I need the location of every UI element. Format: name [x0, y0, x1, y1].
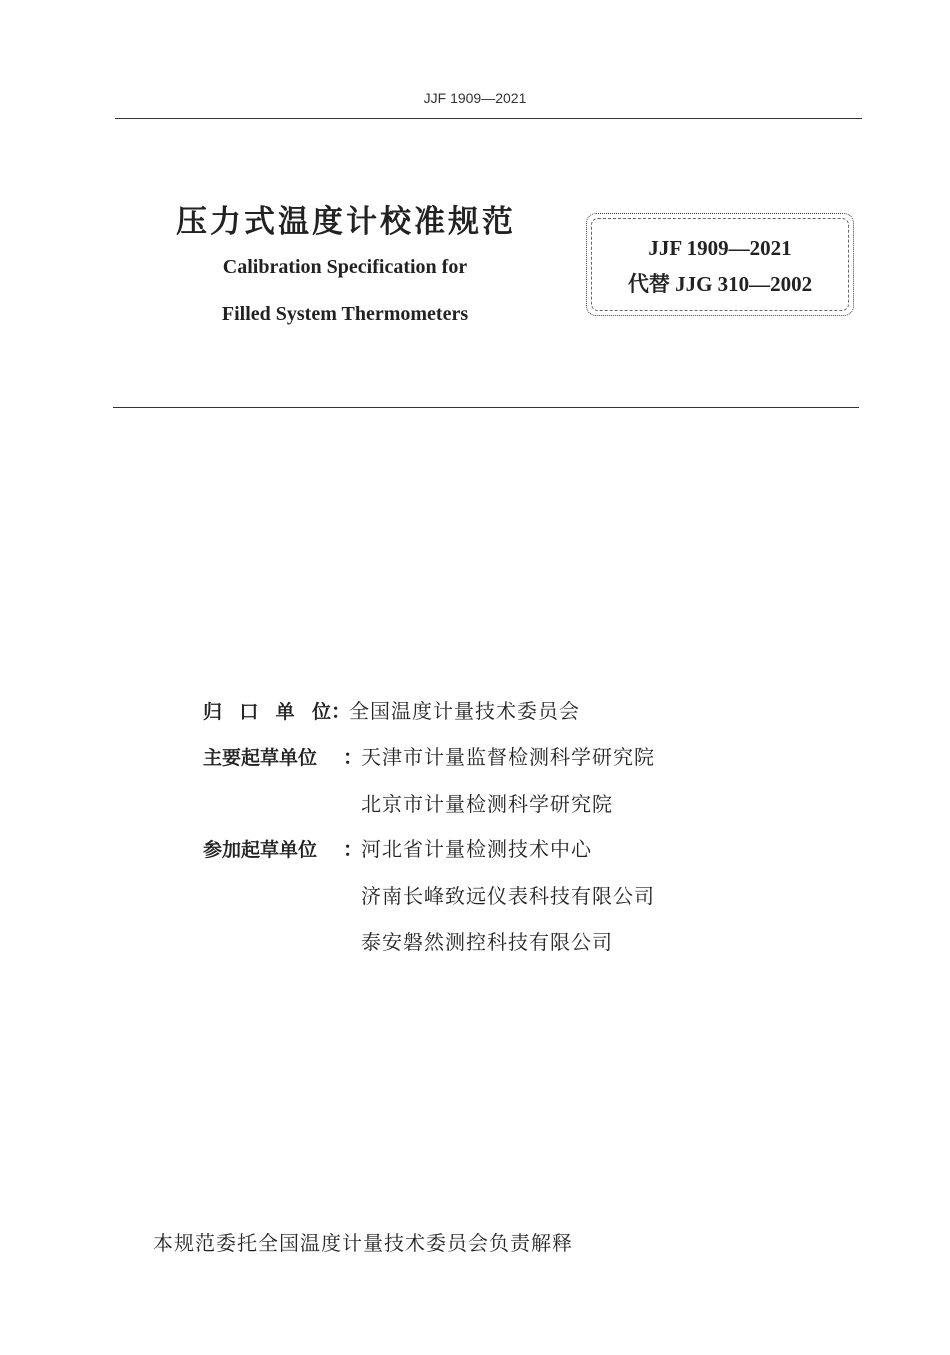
main-drafting-value-2: 北京市计量检测科学研究院 — [361, 792, 613, 816]
responsible-unit-colon: ： — [331, 699, 351, 723]
code-box-line1: JJF 1909—2021 — [648, 236, 792, 260]
title-english-line1: Calibration Specification for — [222, 256, 468, 278]
header-code: JJF 1909—2021 — [423, 90, 527, 106]
middle-rule — [113, 407, 859, 408]
participating-value-1: 河北省计量检测技术中心 — [361, 837, 592, 861]
responsible-unit-label: 归 口 单 位 — [203, 701, 331, 723]
responsible-unit-value: 全国温度计量技术委员会 — [349, 699, 580, 723]
participating-row — [203, 833, 592, 862]
main-drafting-value-1: 天津市计量监督检测科学研究院 — [361, 745, 655, 769]
participating-colon: ： — [343, 837, 363, 861]
footer-interpretation: 本规范委托全国温度计量技术委员会负责解释 — [153, 1231, 573, 1255]
top-rule — [115, 118, 862, 119]
participating-value-2: 济南长峰致远仪表科技有限公司 — [361, 884, 655, 908]
participating-value-3: 泰安磐然测控科技有限公司 — [361, 930, 613, 954]
responsible-unit-row — [203, 695, 580, 724]
title-english-line2: Filled System Thermometers — [221, 303, 469, 325]
main-drafting-colon: ： — [343, 745, 363, 769]
code-box-line2: 代替 JJG 310—2002 — [627, 272, 813, 296]
main-drafting-label: 主要起草单位 — [203, 747, 318, 769]
participating-label: 参加起草单位 — [203, 839, 318, 861]
main-drafting-row — [203, 741, 655, 770]
code-box — [586, 213, 854, 316]
title-chinese: 压力式温度计校准规范 — [176, 204, 516, 240]
